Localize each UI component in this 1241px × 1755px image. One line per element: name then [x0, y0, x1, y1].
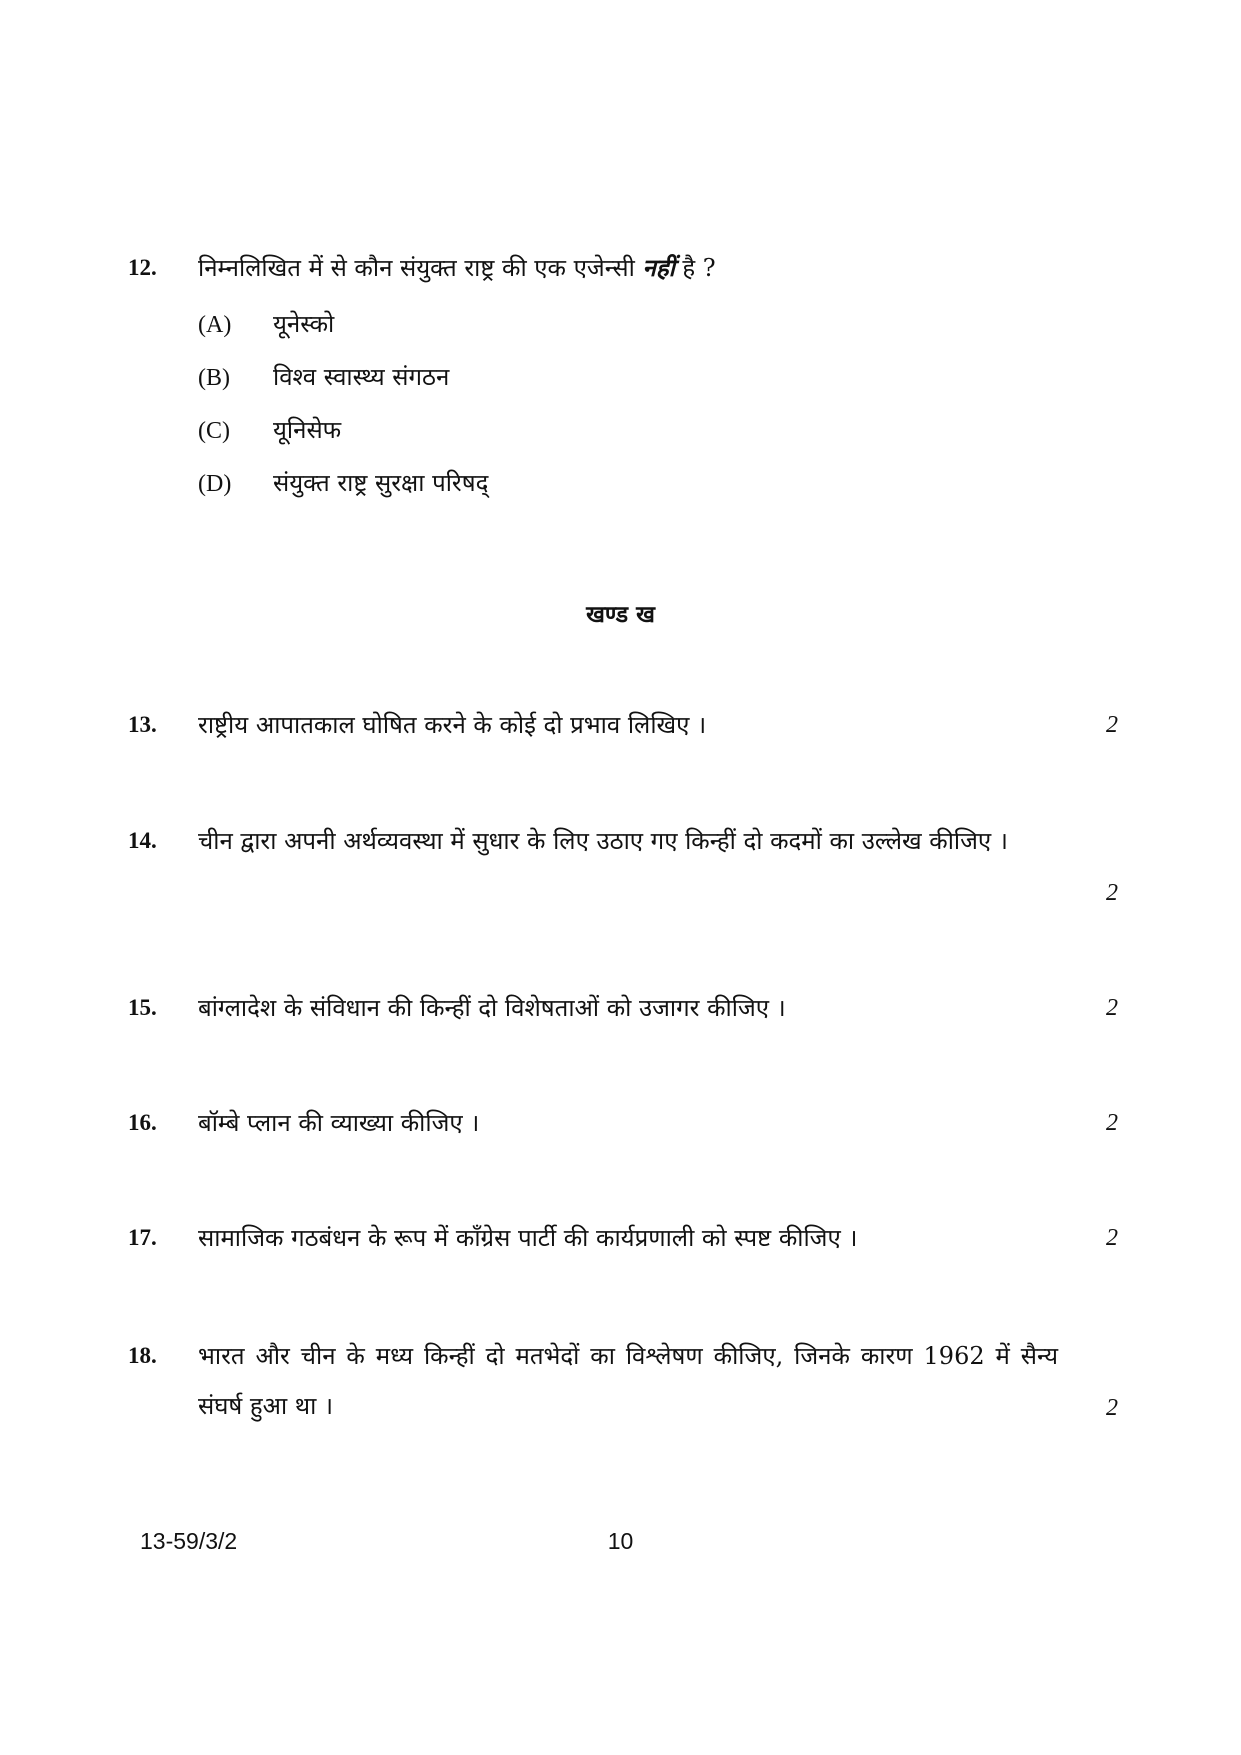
question-number: 15. [128, 995, 157, 1020]
option-text: यूनिसेफ [273, 416, 342, 444]
option-text: यूनेस्को [273, 310, 335, 338]
question-number: 18. [128, 1343, 157, 1368]
question-text: सामाजिक गठबंधन के रूप में काँग्रेस पार्टी की कार्यप्रणाली को स्पष्ट कीजिए । [198, 1224, 858, 1252]
question-text: निम्नलिखित में से कौन संयुक्त राष्ट्र की एक एजेन्सी नहीं है ? [198, 253, 716, 282]
question-text: बांग्लादेश के संविधान की किन्हीं दो विशेषताओं को उजागर कीजिए । [198, 994, 786, 1022]
question-text: भारत और चीन के मध्य किन्हीं दो मतभेदों का विश्लेषण कीजिए, जिनके कारण 1962 में सैन्य संघर्ष हुआ था । [198, 1342, 1058, 1420]
option-text: विश्व स्वास्थ्य संगठन [273, 363, 450, 391]
option-b [198, 360, 449, 393]
question-number: 17. [128, 1225, 157, 1250]
question-text: राष्ट्रीय आपातकाल घोषित करने के कोई दो प्रभाव लिखिए । [198, 711, 707, 739]
option-label: (B) [198, 365, 230, 391]
option-label: (A) [198, 312, 232, 338]
question-number: 12. [128, 255, 157, 280]
marks: 2 [1106, 880, 1118, 906]
option-text: संयुक्त राष्ट्र सुरक्षा परिषद् [273, 469, 489, 497]
option-a [198, 307, 334, 340]
marks: 2 [1106, 1225, 1118, 1251]
marks: 2 [1106, 995, 1118, 1021]
option-d [198, 466, 488, 499]
option-label: (C) [198, 418, 230, 444]
option-label: (D) [198, 471, 232, 497]
question-number: 14. [128, 828, 157, 853]
question-number: 13. [128, 712, 157, 737]
emphasis-not: नहीं [642, 253, 675, 282]
marks: 2 [1106, 1395, 1118, 1421]
question-text: बॉम्बे प्लान की व्याख्या कीजिए । [198, 1109, 480, 1137]
section-heading: खण्ड ख [586, 601, 655, 628]
option-c [198, 413, 341, 446]
marks: 2 [1106, 1110, 1118, 1136]
page-number: 10 [607, 1528, 634, 1554]
question-text: चीन द्वारा अपनी अर्थव्यवस्था में सुधार के लिए उठाए गए किन्हीं दो कदमों का उल्लेख कीजिए । [198, 827, 1008, 855]
question-number: 16. [128, 1110, 157, 1135]
marks: 2 [1106, 712, 1118, 738]
paper-code: 13-59/3/2 [140, 1528, 238, 1554]
